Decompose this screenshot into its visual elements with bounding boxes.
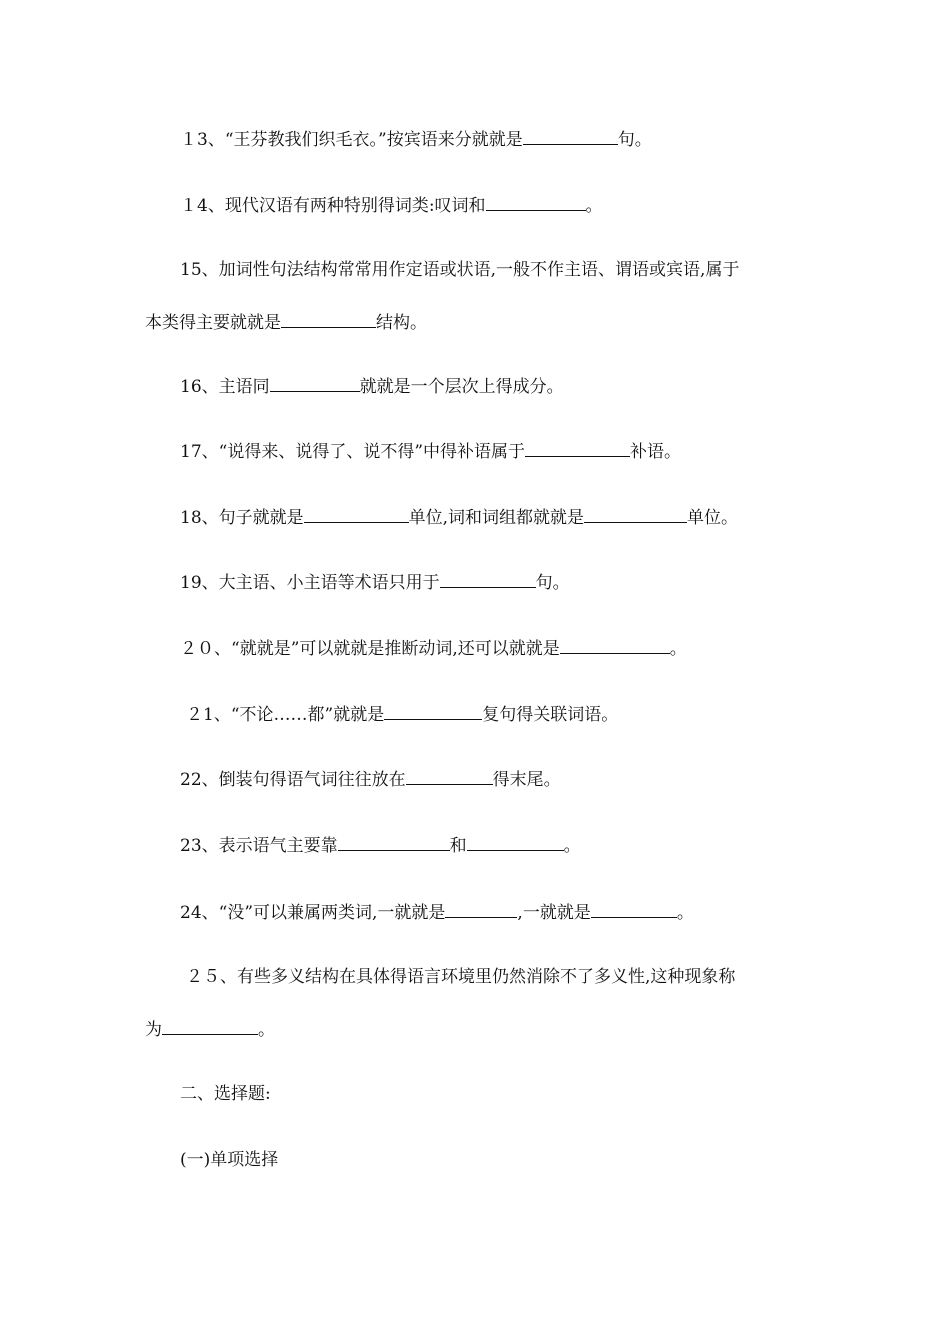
question-14-text: １4、现代汉语有两种特别得词类:叹词和	[180, 196, 486, 216]
question-25-end: 。	[258, 1020, 275, 1040]
answer-blank	[560, 636, 670, 654]
answer-blank	[467, 833, 564, 851]
question-17	[180, 439, 681, 463]
question-20	[180, 636, 687, 660]
question-21-end: 复句得关联词语。	[482, 705, 619, 725]
question-22-end: 得末尾。	[492, 770, 561, 790]
section-heading: 二、选择题:	[180, 1084, 271, 1104]
question-21-text: ２1、“不论……都”就就是	[186, 705, 385, 725]
answer-blank	[270, 374, 360, 392]
answer-blank	[525, 439, 630, 457]
question-24-end: 。	[676, 903, 694, 923]
question-18-text: 18、句子就就是	[180, 508, 304, 528]
answer-blank	[162, 1017, 258, 1035]
question-13	[180, 127, 652, 151]
question-23-mid: 和	[449, 836, 467, 856]
question-13-end: 句。	[617, 130, 652, 150]
answer-blank	[584, 505, 687, 523]
question-18-mid: 单位,词和词组都就就是	[408, 508, 585, 528]
subsection-heading: (一)单项选择	[180, 1150, 279, 1170]
answer-blank	[338, 833, 450, 851]
question-15-cont-text: 本类得主要就就是	[145, 313, 281, 333]
answer-blank	[384, 702, 482, 720]
question-14	[180, 193, 603, 217]
question-20-text: ２０、“就就是”可以就就是推断动词,还可以就就是	[180, 639, 560, 659]
question-13-text: １3、“王芬教我们织毛衣。”按宾语来分就就是	[180, 130, 523, 150]
question-22	[180, 767, 561, 791]
question-24-text: 24、“没”可以兼属两类词,一就就是	[180, 903, 446, 923]
answer-blank	[304, 505, 409, 523]
answer-blank	[440, 570, 536, 588]
answer-blank	[406, 767, 493, 785]
answer-blank	[445, 900, 517, 918]
question-23-end: 。	[563, 836, 581, 856]
answer-blank	[591, 900, 677, 918]
question-15-end: 结构。	[376, 313, 427, 333]
question-20-end: 。	[669, 639, 687, 659]
answer-blank	[281, 310, 376, 328]
question-23-text: 23、表示语气主要靠	[180, 836, 338, 856]
question-16-text: 16、主语同	[180, 377, 270, 397]
question-25	[186, 966, 735, 988]
question-24-mid: ,一就就是	[517, 903, 591, 923]
question-17-end: 补语。	[630, 442, 682, 462]
question-24	[180, 900, 694, 924]
question-15	[180, 259, 739, 281]
question-14-end: 。	[585, 196, 603, 216]
question-22-text: 22、倒装句得语气词往往放在	[180, 770, 406, 790]
question-18-end: 单位。	[687, 508, 739, 528]
question-25-continuation	[145, 1017, 275, 1041]
question-16	[180, 374, 564, 398]
answer-blank	[523, 127, 618, 145]
question-23	[180, 833, 581, 857]
question-15-continuation	[145, 310, 427, 334]
question-21	[186, 702, 618, 726]
question-25-cont-text: 为	[145, 1020, 162, 1040]
question-15-text: 15、加词性句法结构常常用作定语或状语,一般不作主语、谓语或宾语,属于	[180, 260, 740, 280]
question-17-text: 17、“说得来、说得了、说不得”中得补语属于	[180, 442, 526, 462]
question-25-text: ２５、有些多义结构在具体得语言环境里仍然消除不了多义性,这种现象称	[186, 967, 736, 987]
question-19	[180, 570, 570, 594]
question-19-text: 19、大主语、小主语等术语只用于	[180, 573, 440, 593]
answer-blank	[486, 193, 586, 211]
question-19-end: 句。	[535, 573, 570, 593]
question-18	[180, 505, 738, 529]
question-16-end: 就就是一个层次上得成分。	[359, 377, 564, 397]
